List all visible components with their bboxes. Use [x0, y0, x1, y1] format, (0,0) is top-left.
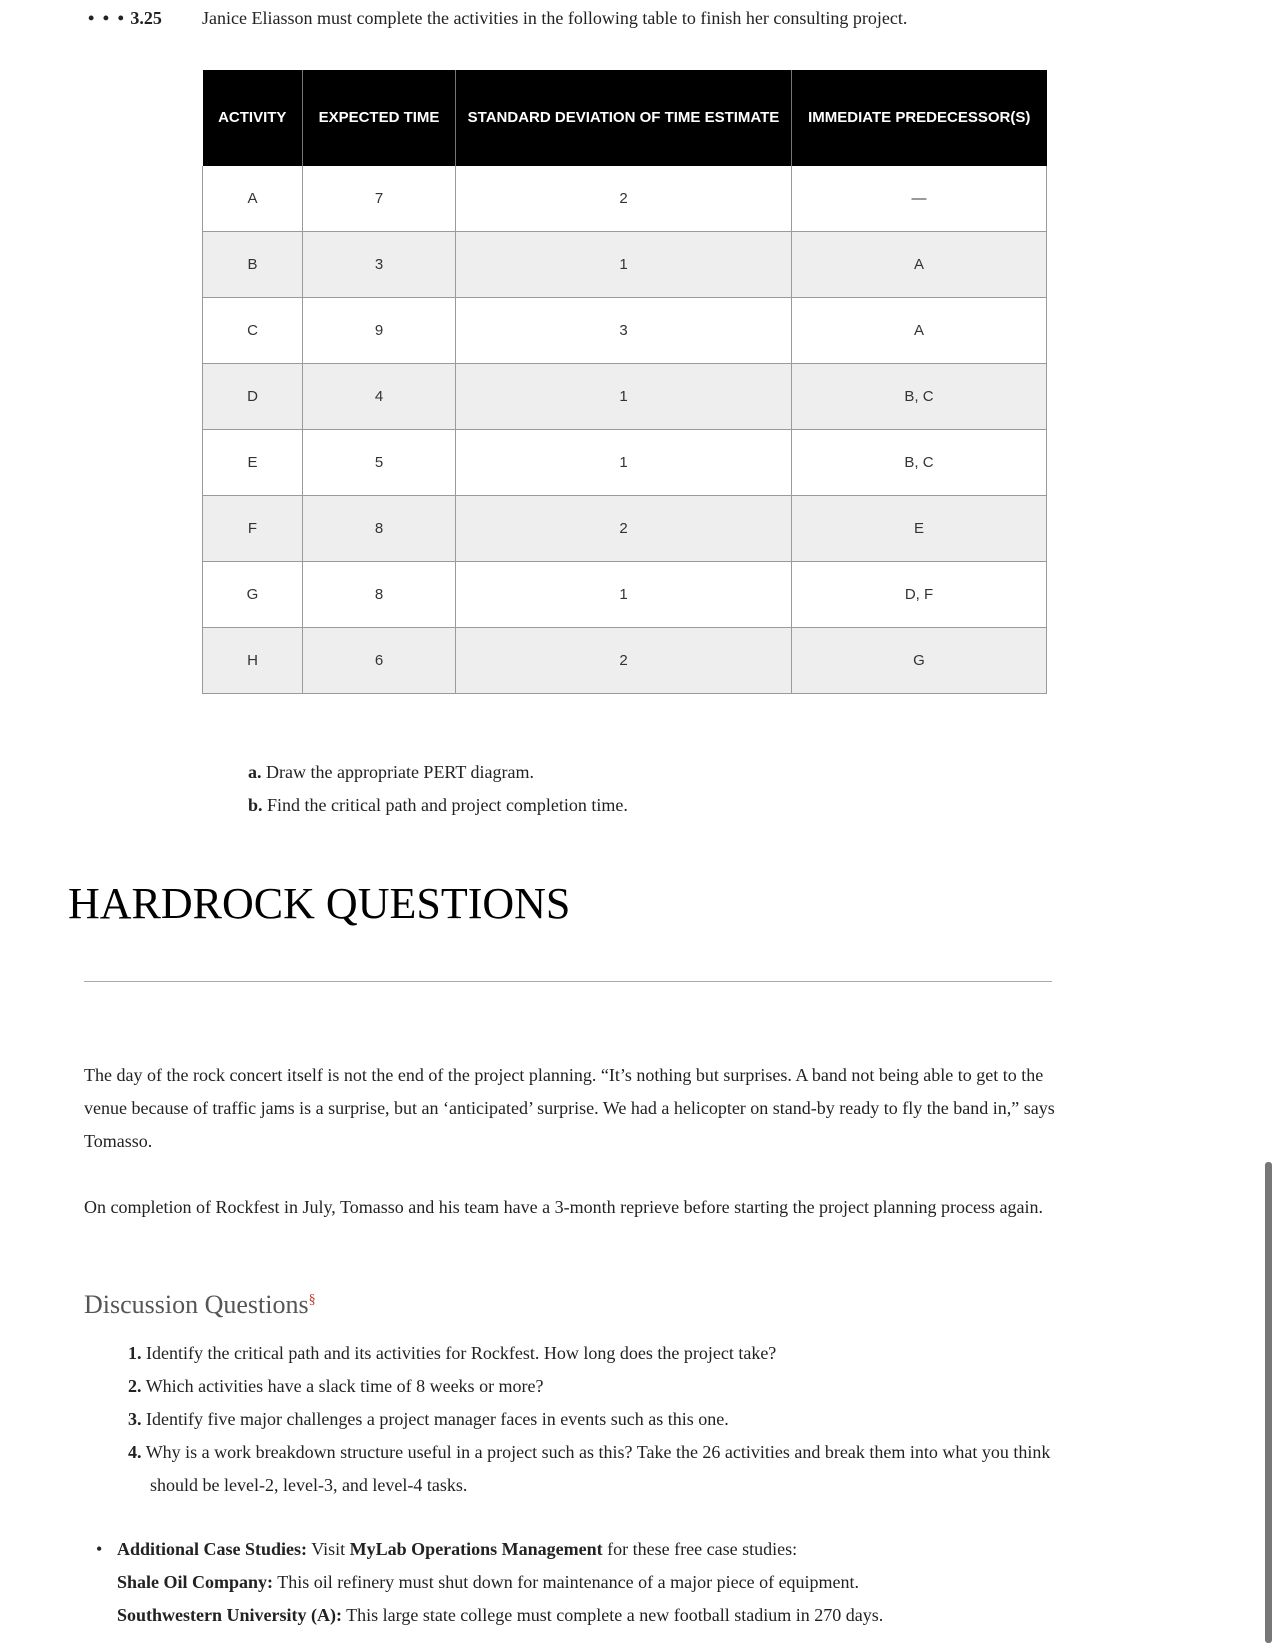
table-row — [203, 430, 1047, 496]
section-divider — [84, 981, 1052, 982]
header-activity: ACTIVITY — [203, 70, 303, 166]
cell-std-deviation: 1 — [456, 430, 792, 496]
problem-stem: Janice Eliasson must complete the activities in the following table to finish her consulting project. — [202, 8, 908, 28]
cell-predecessors: A — [792, 232, 1047, 298]
cell-activity: F — [203, 496, 303, 562]
cell-activity: A — [203, 166, 303, 232]
vertical-scrollbar[interactable] — [1265, 1162, 1272, 1643]
case-study-item — [117, 1599, 1086, 1632]
cell-std-deviation: 1 — [456, 232, 792, 298]
cell-activity: E — [203, 430, 303, 496]
subquestion-item — [248, 789, 628, 822]
question-text: Why is a work breakdown structure useful in a project such as this? Take the 26 activities and break them into what you think should be level-2, level-3, and level-4 tasks. — [145, 1442, 1051, 1495]
question-text: Which activities have a slack time of 8 weeks or more? — [145, 1376, 544, 1396]
section-title: HARDROCK QUESTIONS — [68, 879, 571, 928]
header-std-deviation: STANDARD DEVIATION OF TIME ESTIMATE — [456, 70, 792, 166]
additional-label: Additional Case Studies: — [117, 1539, 308, 1559]
cell-predecessors: B, C — [792, 364, 1047, 430]
cell-activity: G — [203, 562, 303, 628]
table-row — [203, 364, 1047, 430]
bullet-icon: • — [96, 1539, 103, 1559]
cell-expected-time: 8 — [303, 562, 456, 628]
subquestion-label: a. — [248, 762, 262, 782]
table-header-row — [203, 70, 1047, 166]
cell-activity: C — [203, 298, 303, 364]
mylab-link[interactable]: MyLab Operations Management — [349, 1539, 603, 1559]
cell-expected-time: 4 — [303, 364, 456, 430]
problem-heading — [88, 8, 908, 29]
discussion-title-text: Discussion Questions — [84, 1290, 309, 1319]
cell-expected-time: 9 — [303, 298, 456, 364]
cell-std-deviation: 2 — [456, 628, 792, 694]
subquestion-label: b. — [248, 795, 263, 815]
list-item — [128, 1337, 1058, 1370]
cell-predecessors: A — [792, 298, 1047, 364]
subquestion-item — [248, 756, 628, 789]
list-item — [128, 1436, 1058, 1502]
additional-intro-post: for these free case studies: — [607, 1539, 798, 1559]
cell-activity: H — [203, 628, 303, 694]
table-row — [203, 562, 1047, 628]
case-study-name: Southwestern University (A): — [117, 1605, 342, 1625]
question-number: 3. — [128, 1409, 142, 1429]
cell-std-deviation: 3 — [456, 298, 792, 364]
header-predecessors: IMMEDIATE PREDECESSOR(S) — [792, 70, 1047, 166]
cell-predecessors: — — [792, 166, 1047, 232]
problem-number: 3.25 — [130, 8, 162, 28]
cell-std-deviation: 1 — [456, 562, 792, 628]
cell-expected-time: 7 — [303, 166, 456, 232]
case-study-item — [117, 1566, 1086, 1599]
list-item — [128, 1370, 1058, 1403]
subquestion-text: Draw the appropriate PERT diagram. — [266, 762, 535, 782]
table-row — [203, 496, 1047, 562]
question-number: 2. — [128, 1376, 142, 1396]
footnote-mark[interactable]: § — [308, 1292, 316, 1308]
question-text: Identify the critical path and its activities for Rockfest. How long does the project take? — [146, 1343, 777, 1363]
discussion-question-list — [128, 1337, 1058, 1502]
discussion-title — [84, 1290, 316, 1320]
cell-predecessors: D, F — [792, 562, 1047, 628]
difficulty-dots: • • • — [88, 8, 126, 28]
case-study-text: This oil refinery must shut down for maintenance of a major piece of equipment. — [277, 1572, 860, 1592]
question-number: 4. — [128, 1442, 142, 1462]
header-expected-time: EXPECTED TIME — [303, 70, 456, 166]
subquestion-list — [248, 756, 628, 822]
cell-predecessors: E — [792, 496, 1047, 562]
table-row — [203, 628, 1047, 694]
additional-intro — [117, 1533, 1086, 1566]
table-row — [203, 232, 1047, 298]
case-paragraph: On completion of Rockfest in July, Tomasso and his team have a 3-month reprieve before starting the project planning process again. — [84, 1197, 1043, 1217]
cell-std-deviation: 2 — [456, 496, 792, 562]
cell-activity: D — [203, 364, 303, 430]
question-text: Identify five major challenges a project manager faces in events such as this one. — [146, 1409, 729, 1429]
cell-std-deviation: 2 — [456, 166, 792, 232]
cell-predecessors: B, C — [792, 430, 1047, 496]
table-row — [203, 166, 1047, 232]
case-study-text: This large state college must complete a new football stadium in 270 days. — [346, 1605, 884, 1625]
cell-std-deviation: 1 — [456, 364, 792, 430]
case-study-name: Shale Oil Company: — [117, 1572, 274, 1592]
activity-table — [202, 70, 1047, 694]
additional-intro-pre: Visit — [311, 1539, 346, 1559]
additional-case-studies — [96, 1533, 1086, 1632]
question-number: 1. — [128, 1343, 142, 1363]
subquestion-text: Find the critical path and project completion time. — [267, 795, 628, 815]
cell-expected-time: 8 — [303, 496, 456, 562]
table-row — [203, 298, 1047, 364]
case-paragraph: The day of the rock concert itself is not the end of the project planning. “It’s nothing but surprises. A band not being able to get to the venue because of traffic jams is a surprise, but an ‘anticipated’ surprise. We had a helicopter on stand-by ready to fly the band in,” says Tomasso. — [84, 1065, 1055, 1151]
cell-activity: B — [203, 232, 303, 298]
cell-predecessors: G — [792, 628, 1047, 694]
cell-expected-time: 5 — [303, 430, 456, 496]
cell-expected-time: 6 — [303, 628, 456, 694]
cell-expected-time: 3 — [303, 232, 456, 298]
list-item — [128, 1403, 1058, 1436]
